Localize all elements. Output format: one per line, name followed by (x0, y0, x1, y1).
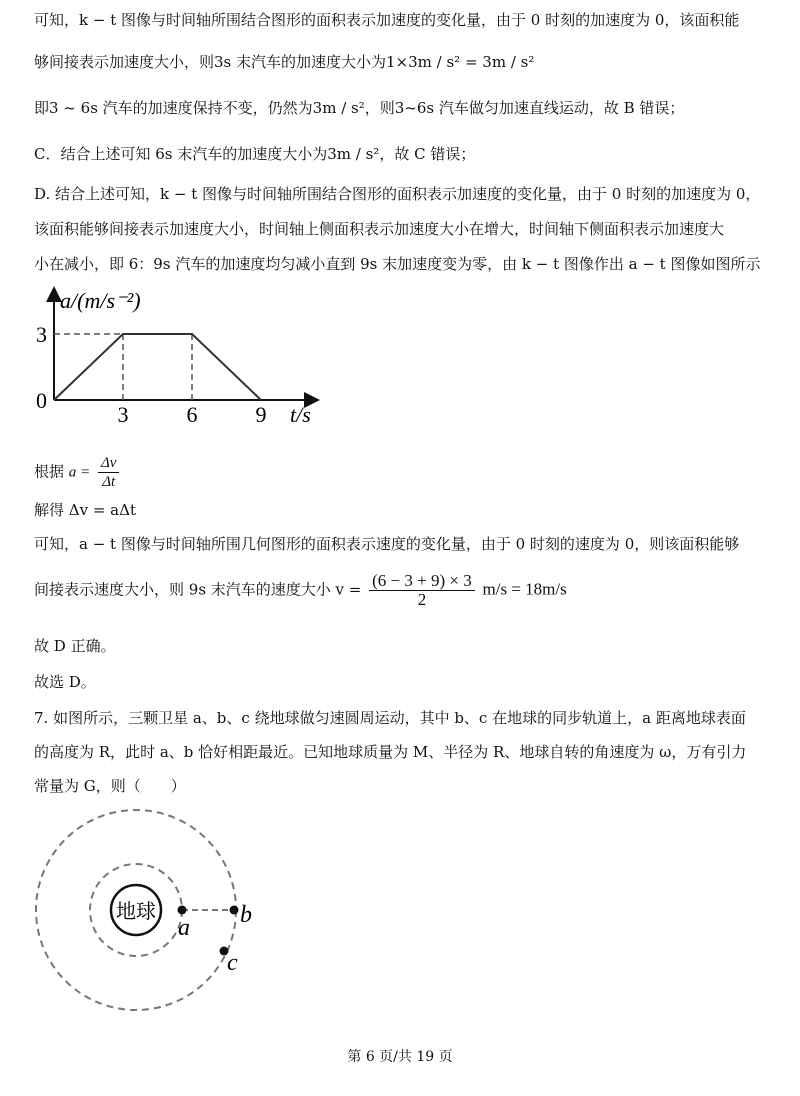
series-line (54, 334, 261, 400)
fraction-numerator: Δv (98, 454, 119, 473)
fraction-velocity-numerator: (6 − 3 + 9) × 3 (369, 572, 475, 591)
satellite-a-label: a (178, 915, 190, 941)
satellite-b-label: b (240, 902, 252, 928)
question-7-line-2: 的高度为 R，此时 a、b 恰好相距最近。已知地球质量为 M、半径为 R、地球自转的角速度为 ω，万有引力 (34, 743, 747, 761)
y-tick-label-3: 3 (36, 322, 47, 347)
satellite-b-dot (230, 906, 239, 915)
text-line-7: 小在减小，即 6：9s 汽车的加速度均匀减小直到 9s 末加速度变为零，由 k − t 图像作出 a − t 图像如图所示 (34, 255, 761, 273)
fraction-denominator: Δt (102, 474, 116, 490)
orbit-figure (20, 800, 320, 1040)
text-line-4: C．结合上述可知 6s 末汽车的加速度大小为3m / s²，故 C 错误； (34, 145, 476, 163)
earth-label: 地球 (116, 901, 156, 923)
question-7-line-1: 7. 如图所示，三颗卫星 a、b、c 绕地球做匀速圆周运动，其中 b、c 在地球的同步轨道上，a 距离地球表面 (34, 709, 746, 727)
x-axis-label: t/s (290, 402, 311, 427)
text-line-13: 故选 D。 (34, 673, 96, 691)
formula-left: a = (68, 464, 91, 481)
y-tick-label-0: 0 (36, 388, 47, 413)
satellite-c-label: c (227, 950, 238, 976)
text-line-10: 可知，a − t 图像与时间轴所围几何图形的面积表示速度的变化量，由于 0 时刻的速度为 0，则该面积能够 (34, 535, 740, 553)
x-tick-label-6: 6 (186, 402, 198, 427)
text-line-3: 即3 ~ 6s 汽车的加速度保持不变，仍然为3m / s²，则3~6s 汽车做匀加速直线运动，故 B 错误； (34, 99, 685, 117)
text-line-12: 故 D 正确。 (34, 637, 116, 655)
fraction-dv-dt (98, 454, 119, 491)
formula-prefix: 根据 (34, 462, 65, 481)
fraction-velocity-denominator: 2 (417, 590, 427, 609)
x-tick-label-3: 3 (117, 402, 129, 427)
formula-line-8 (34, 454, 122, 491)
formula-line-11 (34, 572, 567, 609)
page-footer: 第 6 页/共 19 页 (347, 1049, 453, 1065)
fraction-velocity (369, 572, 475, 609)
text-line-2: 够间接表示加速度大小，则3s 末汽车的加速度大小为1×3m / s² = 3m / s² (34, 53, 535, 71)
text-line-6: 该面积能够间接表示加速度大小，时间轴上侧面积表示加速度大小在增大，时间轴下侧面积表示加速度大 (34, 220, 725, 238)
question-7-line-3: 常量为 G，则（ ） (34, 777, 186, 795)
y-axis-label: a/(m/s⁻²) (60, 288, 141, 313)
satellite-a-dot (178, 906, 187, 915)
a-t-chart (30, 286, 330, 436)
text-line-9: 解得 Δv = aΔt (34, 501, 136, 519)
text-line-1: 可知，k − t 图像与时间轴所围结合图形的面积表示加速度的变化量，由于 0 时刻的加速度为 0，该面积能 (34, 11, 740, 29)
formula-11-prefix: 间接表示速度大小，则 9s 末汽车的速度大小 v = (34, 580, 362, 599)
text-line-5: D. 结合上述可知，k − t 图像与时间轴所围结合图形的面积表示加速度的变化量，由于 0 时刻的加速度为 0， (34, 185, 761, 203)
formula-11-suffix: m/s = 18m/s (482, 579, 567, 599)
x-tick-label-9: 9 (255, 402, 267, 427)
